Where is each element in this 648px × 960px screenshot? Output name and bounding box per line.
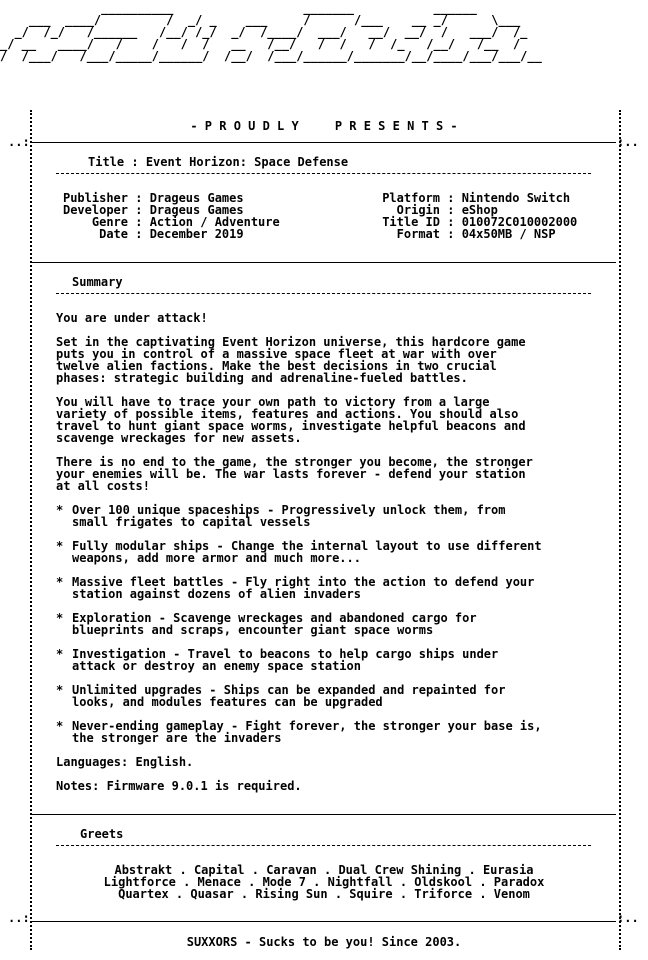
feature-bullet: * <box>56 647 64 661</box>
summary-heading: Summary <box>72 275 123 289</box>
developer-label: Developer <box>62 203 128 217</box>
release-title-row: Title : Event Horizon: Space Defense <box>88 155 349 169</box>
release-title: Event Horizon: Space Defense <box>145 155 349 169</box>
frame-corner-left-bottom: ..: <box>8 911 30 925</box>
divider <box>32 142 616 143</box>
frame-corner-right-top: :.. <box>617 135 639 149</box>
title-label: Title <box>88 155 125 169</box>
summary-paragraph-1: Set in the captivating Event Horizon universe, this hardcore game puts you in control of a massive space fleet at war with over twelve alien factions. Make the best decisions in two crucial phases: strategic building and adrenaline-fueled battles. <box>56 335 526 385</box>
feature-bullet: * <box>56 719 64 733</box>
summary-paragraph-2: You will have to trace your own path to victory from a large variety of possible items, features and actions. You should also travel to hunt giant space worms, investigate helpful beacons and scavenge wreckages for new assets. <box>56 395 526 445</box>
frame-corner-left-top: ..: <box>8 135 30 149</box>
info-values-right: : Nintendo Switch : eShop : 010072C010002000 : 04x50MB / NSP <box>440 191 578 241</box>
feature-bullet: * <box>56 539 64 553</box>
notes-line: Notes: Firmware 9.0.1 is required. <box>56 779 302 793</box>
publisher-value: Drageus Games <box>149 191 244 205</box>
info-values-left: : Drageus Games : Drageus Games : Action / Adventure : December 2019 <box>128 191 280 241</box>
feature-item: Investigation - Travel to beacons to help cargo ships under attack or destroy an enemy space station <box>72 647 499 673</box>
origin-label: Origin <box>396 203 440 217</box>
summary-paragraph-3: There is no end to the game, the stronger you become, the stronger your enemies will be. The war lasts forever - defend your station at all costs! <box>56 455 533 493</box>
presents-tagline: - P R O U D L Y P R E S E N T S - <box>190 119 458 133</box>
greets-heading: Greets <box>80 827 124 841</box>
dashed-rule <box>56 173 591 174</box>
ascii-logo: __________ _______ ______ ___ ____/ / _/ _ ___ / /___ __ _/ \___ _/ /_/ /______ /__/ /_/ _/ /____/ ___/ __/ __/ / ___/ /_ _/ __ ____/ / / / / __ /__/ / / / /_ /__/ /__ / / /___/ /___/_____/______/ /__/ /___/______/_______/__/____/___/___/__ <box>0 1 542 63</box>
footer-signature: SUXXORS - Sucks to be you! Since 2003. <box>186 935 462 949</box>
frame-right-border <box>619 110 621 950</box>
format-label: Format <box>396 227 440 241</box>
greets-line-3: Quartex . Quasar . Rising Sun . Squire . Triforce . Venom <box>118 887 530 901</box>
feature-bullet: * <box>56 503 64 517</box>
format-value: 04x50MB / NSP <box>461 227 556 241</box>
feature-item: Over 100 unique spaceships - Progressively unlock them, from small frigates to capital vessels <box>72 503 506 529</box>
dashed-rule <box>56 293 591 294</box>
platform-value: Nintendo Switch <box>461 191 571 205</box>
feature-item: Unlimited upgrades - Ships can be expanded and repainted for looks, and modules features can be upgraded <box>72 683 506 709</box>
genre-value: Action / Adventure <box>149 215 280 229</box>
date-label: Date <box>99 227 128 241</box>
divider <box>32 814 616 815</box>
feature-bullet: * <box>56 575 64 589</box>
divider <box>32 262 616 263</box>
origin-value: eShop <box>461 203 498 217</box>
divider <box>32 921 616 922</box>
platform-label: Platform <box>382 191 440 205</box>
feature-bullet: * <box>56 611 64 625</box>
info-labels-right <box>368 192 440 240</box>
frame-left-border <box>30 110 32 950</box>
publisher-label: Publisher <box>62 191 128 205</box>
feature-item: Massive fleet battles - Fly right into the action to defend your station against dozens of alien invaders <box>72 575 535 601</box>
greets-line-2: Lightforce . Menace . Mode 7 . Nightfall . Oldskool . Paradox <box>103 875 545 889</box>
feature-bullet: * <box>56 683 64 697</box>
developer-value: Drageus Games <box>149 203 244 217</box>
titleid-value: 010072C010002000 <box>461 215 578 229</box>
dashed-rule <box>56 845 591 846</box>
languages-line: Languages: English. <box>56 755 194 769</box>
feature-item: Never-ending gameplay - Fight forever, the stronger your base is, the stronger are the invaders <box>72 719 542 745</box>
titleid-label: Title ID <box>382 215 440 229</box>
feature-item: Exploration - Scavenge wreckages and abandoned cargo for blueprints and scraps, encounter giant space worms <box>72 611 477 637</box>
genre-label: Genre <box>91 215 128 229</box>
summary-intro: You are under attack! <box>56 311 208 325</box>
greets-line-1: Abstrakt . Capital . Caravan . Dual Crew Shining . Eurasia <box>114 863 534 877</box>
info-labels-left <box>56 192 128 240</box>
date-value: December 2019 <box>149 227 244 241</box>
feature-item: Fully modular ships - Change the internal layout to use different weapons, add more armor and much more... <box>72 539 542 565</box>
frame-corner-right-bottom: :.. <box>617 911 639 925</box>
